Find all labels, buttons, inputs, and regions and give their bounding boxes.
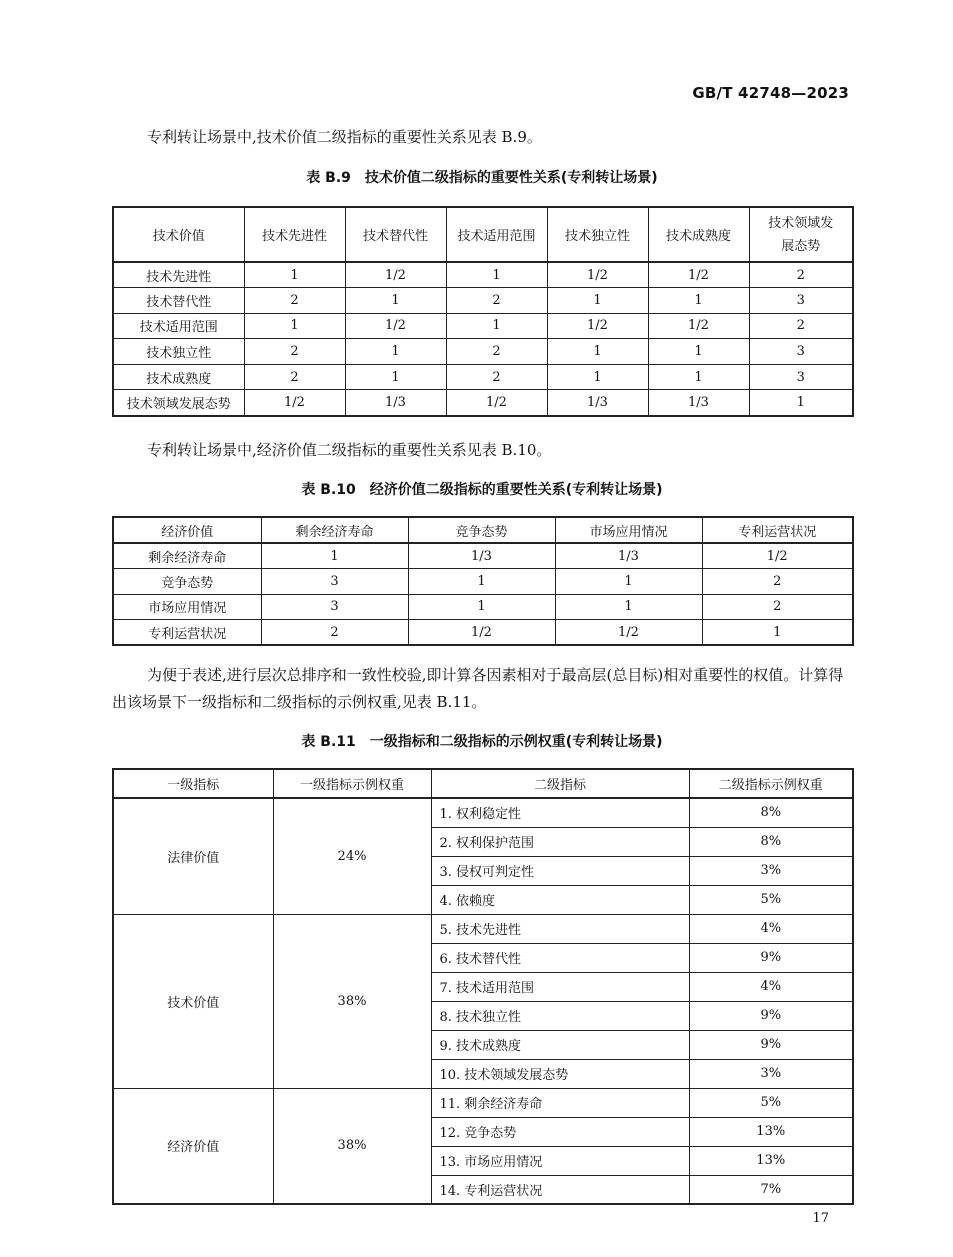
secondary-indicator-cell: 1. 权利稳定性 — [431, 798, 689, 827]
standard-code: GB/T 42748—2023 — [692, 84, 849, 102]
table-b9-header: 技术先进性 — [244, 207, 345, 262]
table-cell: 1/2 — [547, 313, 648, 339]
table-cell: 3 — [749, 339, 853, 365]
table-b9-header: 技术成熟度 — [648, 207, 749, 262]
table-cell: 1/3 — [555, 543, 702, 569]
table-cell: 1/3 — [345, 390, 446, 416]
secondary-weight-cell: 4% — [689, 972, 853, 1001]
table-row — [113, 594, 853, 620]
primary-indicator-cell: 技术价值 — [113, 914, 273, 1088]
table-cell: 1 — [555, 594, 702, 620]
table-b10-caption: 表 B.10 经济价值二级指标的重要性关系(专利转让场景) — [301, 482, 663, 498]
table-b9-header: 技术领域发展态势 — [749, 207, 853, 262]
table-cell: 1 — [555, 569, 702, 595]
table-cell: 2 — [244, 339, 345, 365]
table-cell: 1 — [244, 313, 345, 339]
table-cell: 1 — [702, 620, 853, 646]
table-cell: 2 — [702, 569, 853, 595]
table-cell: 2 — [244, 364, 345, 390]
table-cell: 市场应用情况 — [113, 594, 261, 620]
table-row — [113, 569, 853, 595]
table-b9-header: 技术独立性 — [547, 207, 648, 262]
table-row — [113, 798, 853, 827]
table-cell: 1/2 — [345, 313, 446, 339]
secondary-indicator-cell: 13. 市场应用情况 — [431, 1146, 689, 1175]
table-row — [113, 390, 853, 416]
table-cell: 技术先进性 — [113, 262, 244, 288]
secondary-indicator-cell: 14. 专利运营状况 — [431, 1175, 689, 1204]
secondary-weight-cell: 3% — [689, 856, 853, 885]
secondary-weight-cell: 4% — [689, 914, 853, 943]
table-cell: 技术适用范围 — [113, 313, 244, 339]
paragraph-b10-intro: 专利转让场景中,经济价值二级指标的重要性关系见表 B.10。 — [147, 441, 552, 459]
table-b10-header: 经济价值 — [113, 517, 261, 543]
secondary-indicator-cell: 3. 侵权可判定性 — [431, 856, 689, 885]
table-row — [113, 288, 853, 314]
table-cell: 2 — [446, 364, 547, 390]
table-b11-header: 一级指标 — [113, 769, 273, 798]
table-cell: 技术独立性 — [113, 339, 244, 365]
primary-indicator-cell: 法律价值 — [113, 798, 273, 914]
table-cell: 技术领域发展态势 — [113, 390, 244, 416]
secondary-weight-cell: 3% — [689, 1059, 853, 1088]
primary-weight-cell: 38% — [273, 1088, 431, 1204]
table-cell: 1 — [446, 313, 547, 339]
table-row — [113, 620, 853, 646]
table-cell: 1 — [446, 262, 547, 288]
table-cell: 1 — [547, 288, 648, 314]
table-b11-header: 二级指标示例权重 — [689, 769, 853, 798]
table-b10-header: 竞争态势 — [408, 517, 555, 543]
table-cell: 1/2 — [345, 262, 446, 288]
table-b9 — [112, 206, 854, 417]
table-cell: 1 — [345, 288, 446, 314]
table-cell: 2 — [244, 288, 345, 314]
table-cell: 1 — [648, 288, 749, 314]
table-cell: 2 — [261, 620, 408, 646]
table-b9-header: 技术替代性 — [345, 207, 446, 262]
secondary-indicator-cell: 4. 依赖度 — [431, 885, 689, 914]
secondary-weight-cell: 13% — [689, 1117, 853, 1146]
secondary-weight-cell: 7% — [689, 1175, 853, 1204]
table-cell: 3 — [261, 569, 408, 595]
table-row — [113, 543, 853, 569]
table-b11 — [112, 768, 854, 1205]
table-cell: 1/3 — [408, 543, 555, 569]
table-cell: 1 — [345, 339, 446, 365]
table-row — [113, 914, 853, 943]
table-cell: 技术替代性 — [113, 288, 244, 314]
table-cell: 1 — [547, 339, 648, 365]
secondary-indicator-cell: 2. 权利保护范围 — [431, 827, 689, 856]
table-b9-header: 技术适用范围 — [446, 207, 547, 262]
table-cell: 1/2 — [702, 543, 853, 569]
secondary-weight-cell: 5% — [689, 1088, 853, 1117]
table-row — [113, 262, 853, 288]
table-cell: 1/2 — [547, 262, 648, 288]
table-row — [113, 339, 853, 365]
table-cell: 2 — [446, 339, 547, 365]
table-cell: 3 — [749, 288, 853, 314]
table-row — [113, 1088, 853, 1117]
table-cell: 1/2 — [244, 390, 345, 416]
table-cell: 1/2 — [555, 620, 702, 646]
table-cell: 2 — [749, 313, 853, 339]
secondary-weight-cell: 8% — [689, 827, 853, 856]
primary-weight-cell: 24% — [273, 798, 431, 914]
table-row — [113, 364, 853, 390]
table-b11-header-row — [113, 769, 853, 798]
table-cell: 剩余经济寿命 — [113, 543, 261, 569]
table-cell: 1/2 — [648, 262, 749, 288]
table-cell: 1 — [408, 569, 555, 595]
table-b10-header-row — [113, 517, 853, 543]
table-cell: 1 — [244, 262, 345, 288]
table-cell: 3 — [261, 594, 408, 620]
secondary-weight-cell: 9% — [689, 1030, 853, 1059]
paragraph-b11-intro: 为便于表述,进行层次总排序和一致性校验,即计算各因素相对于最高层(总目标)相对重要性的权值。计算得出该场景下一级指标和二级指标的示例权重,见表 B.11。 — [112, 666, 844, 711]
table-cell: 1 — [648, 364, 749, 390]
table-cell: 专利运营状况 — [113, 620, 261, 646]
table-b11-header: 一级指标示例权重 — [273, 769, 431, 798]
table-b9-header-row — [113, 207, 853, 262]
table-cell: 1/3 — [547, 390, 648, 416]
secondary-indicator-cell: 11. 剩余经济寿命 — [431, 1088, 689, 1117]
table-cell: 2 — [446, 288, 547, 314]
page-number: 17 — [812, 1211, 829, 1226]
table-cell: 竞争态势 — [113, 569, 261, 595]
secondary-indicator-cell: 6. 技术替代性 — [431, 943, 689, 972]
secondary-weight-cell: 5% — [689, 885, 853, 914]
table-cell: 1 — [408, 594, 555, 620]
table-cell: 3 — [749, 364, 853, 390]
secondary-indicator-cell: 8. 技术独立性 — [431, 1001, 689, 1030]
primary-indicator-cell: 经济价值 — [113, 1088, 273, 1204]
secondary-indicator-cell: 10. 技术领域发展态势 — [431, 1059, 689, 1088]
table-cell: 技术成熟度 — [113, 364, 244, 390]
table-cell: 1/2 — [648, 313, 749, 339]
table-b10-header: 市场应用情况 — [555, 517, 702, 543]
table-cell: 1 — [648, 339, 749, 365]
table-b10-header: 剩余经济寿命 — [261, 517, 408, 543]
secondary-indicator-cell: 5. 技术先进性 — [431, 914, 689, 943]
secondary-weight-cell: 9% — [689, 1001, 853, 1030]
table-b11-header: 二级指标 — [431, 769, 689, 798]
table-cell: 1/3 — [648, 390, 749, 416]
table-cell: 1/2 — [408, 620, 555, 646]
secondary-weight-cell: 8% — [689, 798, 853, 827]
table-cell: 1 — [345, 364, 446, 390]
secondary-indicator-cell: 12. 竞争态势 — [431, 1117, 689, 1146]
table-b10 — [112, 516, 854, 646]
table-cell: 1 — [261, 543, 408, 569]
table-b10-header: 专利运营状况 — [702, 517, 853, 543]
table-cell: 2 — [702, 594, 853, 620]
table-b9-header: 技术价值 — [113, 207, 244, 262]
primary-weight-cell: 38% — [273, 914, 431, 1088]
secondary-indicator-cell: 7. 技术适用范围 — [431, 972, 689, 1001]
table-b11-caption: 表 B.11 一级指标和二级指标的示例权重(专利转让场景) — [301, 734, 663, 750]
table-cell: 1 — [749, 390, 853, 416]
table-row — [113, 313, 853, 339]
table-cell: 1/2 — [446, 390, 547, 416]
table-b9-caption: 表 B.9 技术价值二级指标的重要性关系(专利转让场景) — [306, 170, 658, 186]
paragraph-b9-intro: 专利转让场景中,技术价值二级指标的重要性关系见表 B.9。 — [147, 128, 542, 146]
table-cell: 1 — [547, 364, 648, 390]
secondary-weight-cell: 13% — [689, 1146, 853, 1175]
secondary-indicator-cell: 9. 技术成熟度 — [431, 1030, 689, 1059]
secondary-weight-cell: 9% — [689, 943, 853, 972]
table-cell: 2 — [749, 262, 853, 288]
